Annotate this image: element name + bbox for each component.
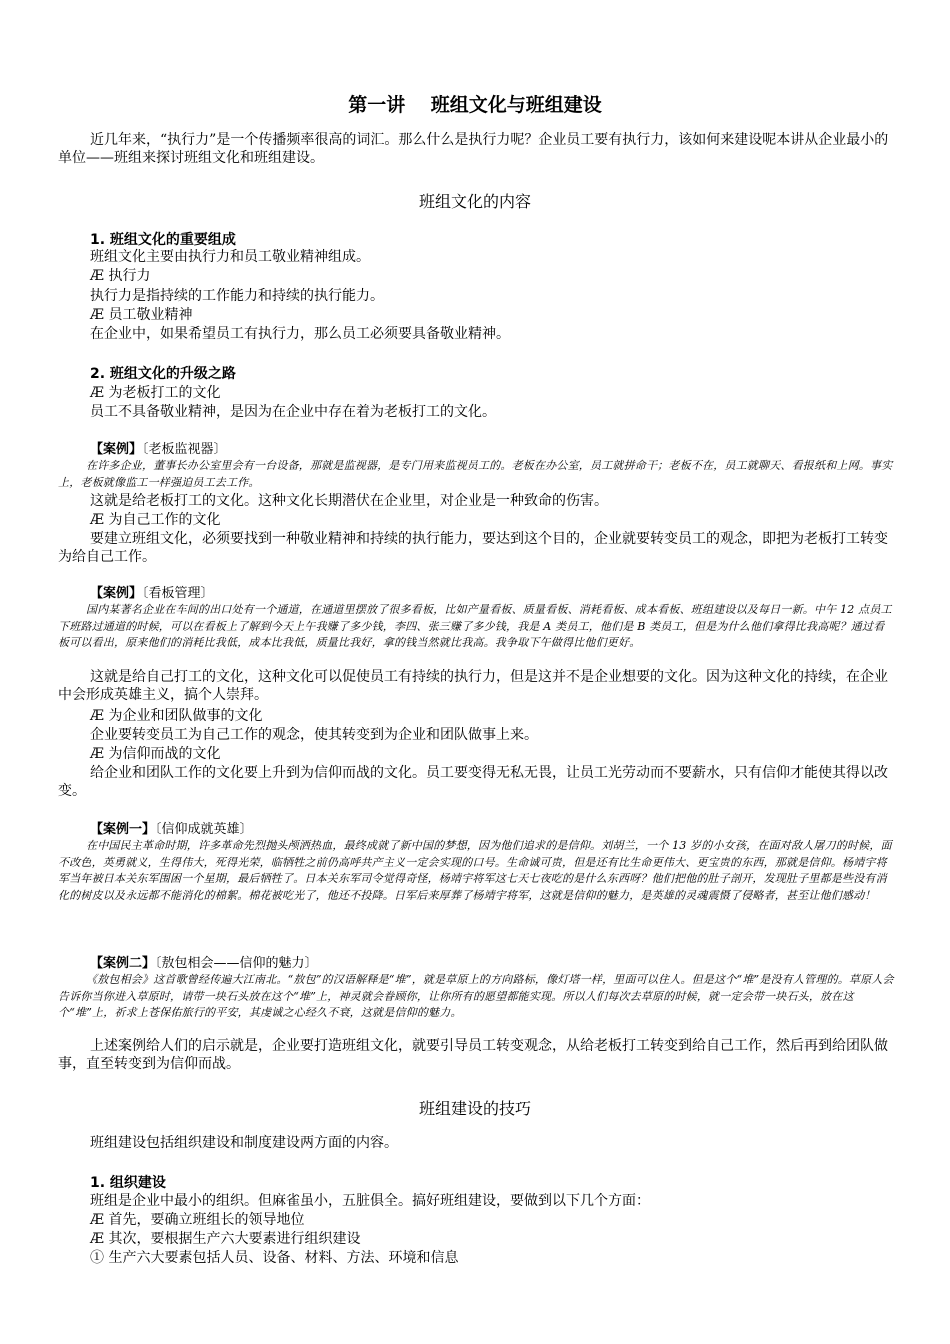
- case-text: 在许多企业，董事长办公室里会有一台设备，那就是监视器，是专门用来监视员工的。老板在办公室，员工就拼命干；老板不在，员工就聊天、看报纸和上网。事实上，老板就像监工一样强迫员工去工作。: [58, 459, 893, 489]
- subsection-title: 1. 组织建设: [90, 1175, 166, 1191]
- case-label: 【案例一】: [90, 822, 156, 837]
- case-label: 【案例】: [90, 586, 143, 601]
- paragraph: 企业要转变员工为自己工作的观念，使其转变到为企业和团队做事上来。: [90, 727, 538, 743]
- paragraph: 要建立班组文化，必须要找到一种敬业精神和持续的执行能力，要达到这个目的，企业就要转变员工的观念，即把为老板打工转变为给自己工作。: [58, 531, 888, 565]
- subsection-title: 2. 班组文化的升级之路: [90, 366, 236, 382]
- section-heading-culture: 班组文化的内容: [418, 192, 531, 211]
- paragraph: 这就是给老板打工的文化。这种文化长期潜伏在企业里，对企业是一种致命的伤害。: [90, 493, 608, 509]
- case-label: 【案例】: [90, 442, 143, 457]
- case-title: 〔信仰成就英雄〕: [155, 822, 253, 837]
- bullet-item: Æ 员工敬业精神: [90, 307, 193, 323]
- paragraph: 这就是给自己打工的文化，这种文化可以促使员工有持续的执行力，但是这并不是企业想要的文化。因为这种文化的持续，在企业中会形成英雄主义，搞个人崇拜。: [58, 669, 888, 703]
- paragraph: 班组文化主要由执行力和员工敬业精神组成。: [90, 249, 370, 265]
- case-heading: [90, 821, 253, 838]
- page-title: 第一讲 班组文化与班组建设: [348, 94, 602, 116]
- case-heading: [90, 441, 227, 458]
- intro-paragraph: 近几年来，“执行力”是一个传播频率很高的词汇。那么什么是执行力呢？企业员工要有执行力，该如何来建设呢本讲从企业最小的单位——班组来探讨班组文化和班组建设。: [58, 132, 889, 166]
- case-title: 〔敖包相会——信仰的魅力〕: [155, 956, 318, 971]
- bullet-item: Æ 为老板打工的文化: [90, 385, 221, 401]
- subsection-title: 1. 班组文化的重要组成: [90, 232, 236, 248]
- case-heading: [90, 585, 214, 602]
- section-heading-building: 班组建设的技巧: [418, 1099, 531, 1118]
- case-title: 〔老板监视器〕: [142, 442, 227, 457]
- paragraph: 给企业和团队工作的文化要上升到为信仰而战的文化。员工要变得无私无畏，让员工光劳动而不要薪水，只有信仰才能使其得以改变。: [58, 765, 888, 799]
- bullet-item: Æ 为企业和团队做事的文化: [90, 708, 263, 724]
- numbered-item: ① 生产六大要素包括人员、设备、材料、方法、环境和信息: [90, 1250, 459, 1266]
- summary-paragraph: 上述案例给人们的启示就是，企业要打造班组文化，就要引导员工转变观念，从给老板打工转变到给自己工作，然后再到给团队做事，直至转变到为信仰而战。: [58, 1038, 888, 1072]
- case-text: 国内某著名企业在车间的出口处有一个通道，在通道里摆放了很多看板，比如产量看板、质量看板、消耗看板、成本看板、班组建设以及每日一新。中午 12 点员工下班路过通道的时候，可以在看板上了解到今天上午我赚了多少钱，李四、张三赚了多少钱，我是 A 类员工，他们是 B 类员工，但是为什么他们拿得比我高呢？通过看板可以看出，原来他们的消耗比我低，成本比我低，质量比我好，拿的钱当然就比我高。我争取下午做得比他们更好。: [58, 603, 892, 649]
- bullet-item: Æ 首先，要确立班组长的领导地位: [90, 1212, 305, 1228]
- paragraph: 执行力是指持续的工作能力和持续的执行能力。: [90, 288, 384, 304]
- bullet-item: Æ 执行力: [90, 268, 151, 284]
- bullet-item: Æ 为信仰而战的文化: [90, 746, 221, 762]
- case-heading: [90, 955, 318, 972]
- bullet-item: Æ 为自己工作的文化: [90, 512, 221, 528]
- case-text: 《敖包相会》这首歌曾经传遍大江南北。“敖包”的汉语解释是“堆”，就是草原上的方向路标，像灯塔一样，里面可以住人。但是这个“堆”是没有人管理的。草原人会告诉你当你进入草原时，请带一块石头放在这个“堆”上，神灵就会眷顾你，让你所有的愿望都能实现。所以人们每次去草原的时候，就一定会带一块石头，放在这个“堆”上，祈求上苍保佑旅行的平安，其虔诚之心经久不衰，这就是信仰的魅力。: [58, 973, 894, 1019]
- paragraph: 员工不具备敬业精神，是因为在企业中存在着为老板打工的文化。: [90, 404, 496, 420]
- bullet-item: Æ 其次，要根据生产六大要素进行组织建设: [90, 1231, 361, 1247]
- case-text: 在中国民主革命时期，许多革命先烈抛头颅洒热血，最终成就了新中国的梦想，因为他们追求的是信仰。刘胡兰，一个 13 岁的小女孩，在面对敌人屠刀的时候，面不改色，英勇就义，生得伟大，死得光荣，临牺牲之前仍高呼共产主义一定会实现的口号。生命诚可贵，但是还有比生命更伟大、更宝贵的东西，那就是信仰。杨靖宇将军当年被日本关东军围困一个星期，最后牺牲了。日本关东军司令觉得奇怪，杨靖宇将军这七天七夜吃的是什么东西呀？他们把他的肚子剖开，发现肚子里都是些没有消化的树皮以及永远都不能消化的棉絮。棉花被吃光了，他还不投降。日军后来厚葬了杨靖宇将军，这就是信仰的魅力，是英雄的灵魂震慑了侵略者，甚至让他们感动！: [58, 839, 892, 902]
- paragraph: 班组建设包括组织建设和制度建设两方面的内容。: [90, 1135, 398, 1151]
- paragraph: 在企业中，如果希望员工有执行力，那么员工必须要具备敬业精神。: [90, 326, 510, 342]
- case-label: 【案例二】: [90, 956, 156, 971]
- case-title: 〔看板管理〕: [142, 586, 214, 601]
- paragraph: 班组是企业中最小的组织。但麻雀虽小，五脏俱全。搞好班组建设，要做到以下几个方面：: [90, 1193, 650, 1209]
